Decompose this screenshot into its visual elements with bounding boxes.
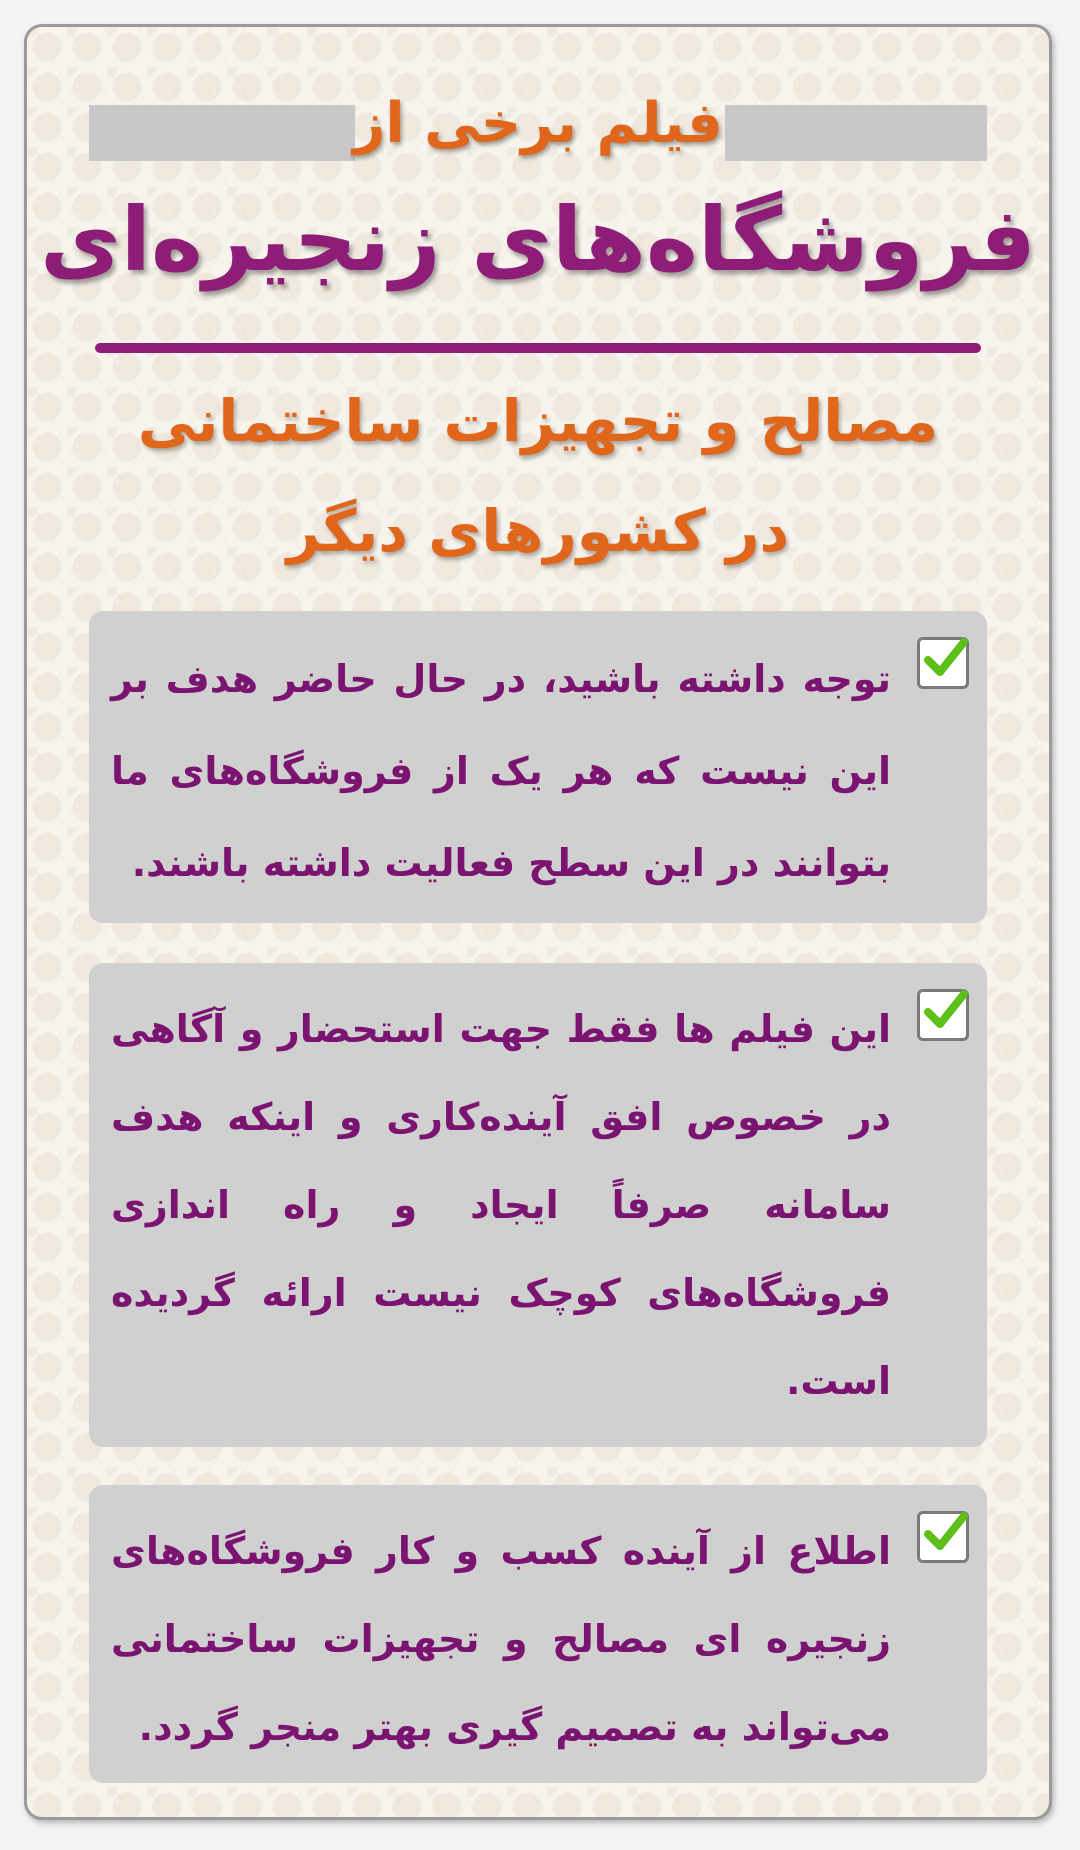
card-text: توجه داشته باشید، در حال حاضر هدف بر این نیست که هر یک از فروشگاه‌های ما بتوانند در این سطح فعالیت داشته باشند. — [111, 657, 891, 885]
checkbox-checked-icon — [917, 1511, 969, 1563]
subtitle-line-1: مصالح و تجهیزات ساختمانی — [137, 387, 939, 455]
info-card-3 — [89, 1485, 987, 1783]
title-large: فروشگاه‌های زنجیره‌ای — [40, 188, 1036, 291]
subtitle-line-2: در کشورهای دیگر — [286, 497, 790, 565]
title-small-row — [27, 67, 1049, 167]
title-divider — [95, 343, 981, 353]
checkbox-checked-icon — [917, 637, 969, 689]
infographic-frame — [24, 24, 1052, 1820]
info-card-2 — [89, 963, 987, 1447]
checkbox-checked-icon — [917, 989, 969, 1041]
title-small: فیلم برخی از — [353, 91, 723, 156]
info-card-1 — [89, 611, 987, 923]
card-text: این فیلم ها فقط جهت استحضار و آگاهی در خصوص افق آینده‌کاری و اینکه هدف سامانه صرفاً ایجاد و راه اندازی فروشگاه‌های کوچک نیست ارائه گردیده است. — [111, 1007, 891, 1403]
header — [27, 67, 1049, 295]
card-text: اطلاع از آینده کسب و کار فروشگاه‌های زنجیره ای مصالح و تجهیزات ساختمانی می‌تواند به تصمیم گیری بهتر منجر گردد. — [111, 1529, 891, 1749]
